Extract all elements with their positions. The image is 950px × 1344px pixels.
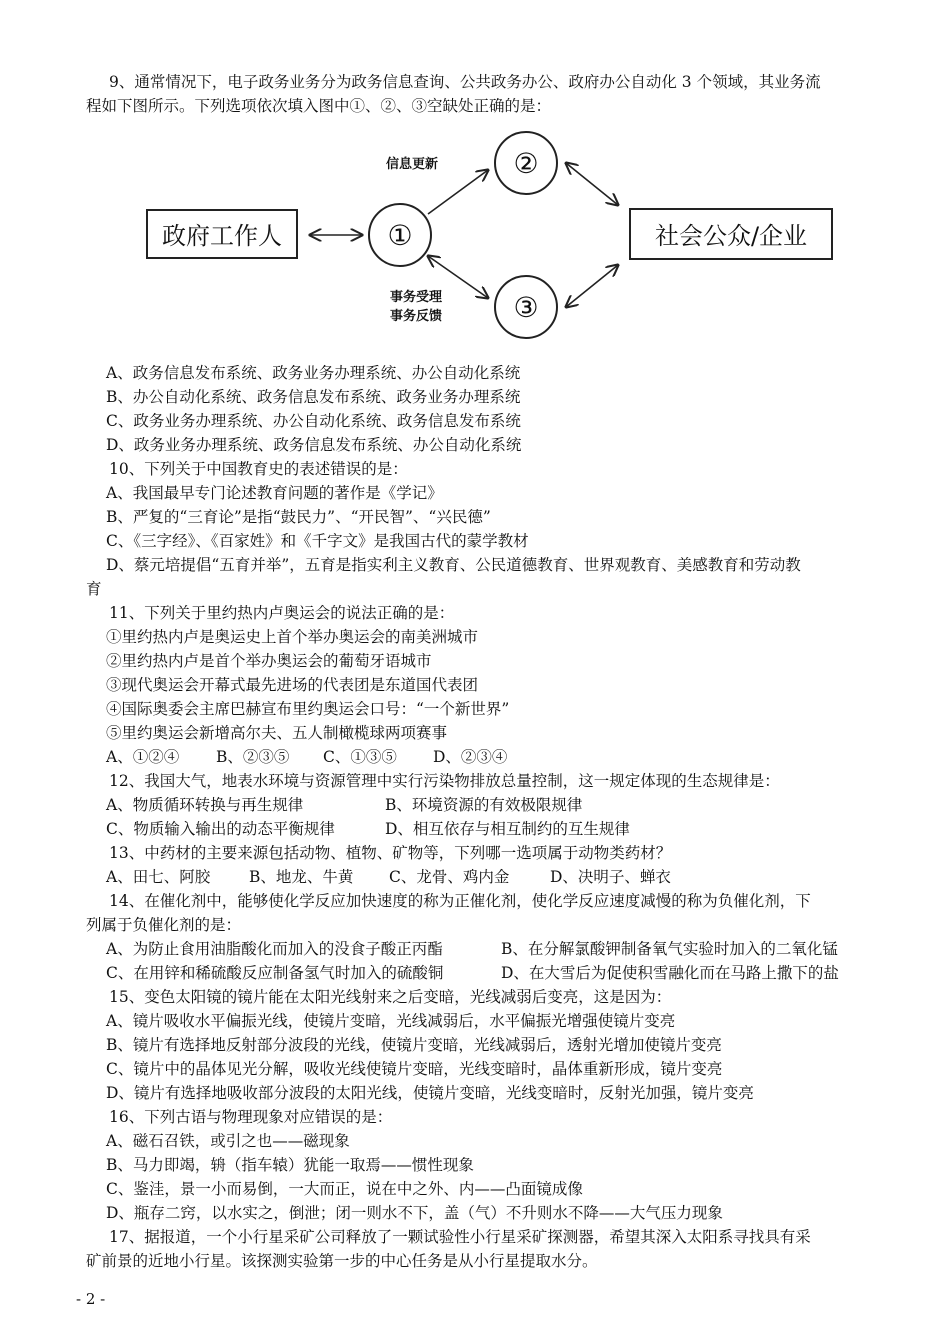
q15-option-c: C、镜片中的晶体见光分解，吸收光线使镜片变暗，光线变暗时，晶体重新形成，镜片变亮: [106, 1060, 723, 1078]
q15-option-b: B、镜片有选择地反射部分波段的光线，使镜片变暗，光线减弱后，透射光增加使镜片变亮: [106, 1036, 722, 1054]
q14-stem-line1: 14、在催化剂中，能够使化学反应加快速度的称为正催化剂，使化学反应速度减慢的称为负催化剂，下: [109, 892, 811, 910]
label-affair-feedback: 事务反馈: [389, 309, 443, 324]
q12-option-b: B、环境资源的有效极限规律: [385, 796, 583, 814]
q12-options-row2: [106, 817, 630, 841]
q10-option-a: A、我国最早专门论述教育问题的著作是《学记》: [106, 484, 443, 502]
q11-option-a: A、①②④: [106, 748, 180, 766]
top-circle-label: ②: [513, 147, 539, 180]
q10-option-b: B、严复的“三育论”是指“鼓民力”、“开民智”、“兴民德”: [106, 508, 491, 526]
public-enterprise-label: 社会公众/企业: [654, 222, 808, 250]
arrow-center-top: [428, 170, 488, 214]
q15-option-d: D、镜片有选择地吸收部分波段的太阳光线，使镜片变暗，光线变暗时，反射光加强，镜片变亮: [106, 1084, 754, 1102]
q14-option-b: B、在分解氯酸钾制备氧气实验时加入的二氧化锰: [501, 940, 838, 958]
q13-option-c: C、龙骨、鸡内金: [389, 868, 510, 886]
q14-option-c: C、在用锌和稀硫酸反应制备氢气时加入的硫酸铜: [106, 964, 444, 982]
q11-item-4: ④国际奥委会主席巴赫宣布里约奥运会口号：“一个新世界”: [106, 700, 510, 718]
q13-option-a: A、田七、阿胶: [106, 868, 211, 886]
q13-option-b: B、地龙、牛黄: [249, 868, 354, 886]
q16-option-c: C、鉴洼，景一小而易倒，一大而正，说在中之外、内——凸面镜成像: [106, 1180, 583, 1198]
q10-option-d: D、蔡元培提倡“五育并举”，五育是指实利主义教育、公民道德教育、世界观教育、美感教育和劳动教: [106, 556, 801, 574]
q15-option-a: A、镜片吸收水平偏振光线，使镜片变暗，光线减弱后，水平偏振光增强使镜片变亮: [106, 1012, 676, 1030]
government-staff-label: 政府工作人: [162, 222, 282, 250]
q9-option-d: D、政务业务办理系统、政务信息发布系统、办公自动化系统: [106, 436, 522, 454]
q13-stem: 13、中药材的主要来源包括动物、植物、矿物等，下列哪一选项属于动物类药材？: [109, 844, 672, 862]
q16-option-b: B、马力即竭，辀（指车辕）犹能一取焉——惯性现象: [106, 1156, 474, 1174]
q10-option-d-cont: 育: [86, 580, 102, 598]
q10-option-c: C、《三字经》、《百家姓》和《千字文》是我国古代的蒙学教材: [106, 532, 529, 550]
q12-stem: 12、我国大气，地表水环境与资源管理中实行污染物排放总量控制，这一规定体现的生态规律是：: [109, 772, 780, 790]
q14-option-a: A、为防止食用油脂酸化而加入的没食子酸正丙酯: [106, 940, 443, 958]
center-circle-label: ①: [387, 219, 413, 252]
q11-item-5: ⑤里约奥运会新增高尔夫、五人制橄榄球两项赛事: [106, 724, 448, 742]
q14-stem-line2: 列属于负催化剂的是：: [86, 916, 242, 934]
q12-option-d: D、相互依存与相互制约的互生规律: [385, 820, 630, 838]
q9-stem-line1: 9、通常情况下，电子政务业务分为政务信息查询、公共政务办公、政府办公自动化 3 个领域，其业务流: [109, 73, 821, 91]
q14-option-d: D、在大雪后为促使积雪融化而在马路上撒下的盐: [501, 964, 839, 982]
page-number: - 2 -: [76, 1290, 106, 1308]
q11-item-1: ①里约热内卢是奥运史上首个举办奥运会的南美洲城市: [106, 628, 479, 646]
q13-option-d: D、决明子、蝉衣: [550, 868, 671, 886]
q9-diagram: [0, 120, 950, 360]
q11-item-2: ②里约热内卢是首个举办奥运会的葡萄牙语城市: [106, 652, 432, 670]
q14-options-row2: [106, 961, 839, 985]
q16-stem: 16、下列古语与物理现象对应错误的是：: [109, 1108, 393, 1126]
q10-stem: 10、下列关于中国教育史的表述错误的是：: [109, 460, 408, 478]
arrow-top-right: [566, 163, 618, 205]
q17-stem-line2: 矿前景的近地小行星。该探测实验第一步的中心任务是从小行星提取水分。: [86, 1252, 598, 1270]
label-affair-accept: 事务受理: [389, 290, 443, 305]
q12-option-a: A、物质循环转换与再生规律: [106, 796, 304, 814]
bottom-circle-label: ③: [513, 291, 539, 324]
q16-option-d: D、瓶存二窍，以水实之，倒泄；闭一则水不下，盖（气）不升则水不降——大气压力现象: [106, 1204, 723, 1222]
q17-stem-line1: 17、据报道，一个小行星采矿公司释放了一颗试验性小行星采矿探测器，希望其深入太阳系寻找具有采: [109, 1228, 811, 1246]
q11-option-b: B、②③⑤: [216, 748, 290, 766]
q15-stem: 15、变色太阳镜的镜片能在太阳光线射来之后变暗，光线减弱后变亮，这是因为：: [109, 988, 672, 1006]
q9-option-c: C、政务业务办理系统、办公自动化系统、政务信息发布系统: [106, 412, 521, 430]
q11-options: [106, 745, 507, 769]
q16-option-a: A、磁石召铁，或引之也——磁现象: [106, 1132, 350, 1150]
q11-option-d: D、②③④: [433, 748, 508, 766]
q11-item-3: ③现代奥运会开幕式最先进场的代表团是东道国代表团: [106, 676, 479, 694]
q12-options-row1: [106, 793, 582, 817]
q9-option-b: B、办公自动化系统、政务信息发布系统、政务业务办理系统: [106, 388, 521, 406]
q14-options-row1: [106, 937, 838, 961]
label-info-update: 信息更新: [385, 157, 439, 172]
q9-option-a: A、政务信息发布系统、政务业务办理系统、办公自动化系统: [106, 364, 521, 382]
q11-stem: 11、下列关于里约热内卢奥运会的说法正确的是：: [109, 604, 455, 622]
q11-option-c: C、①③⑤: [323, 748, 397, 766]
arrow-bottom-right: [566, 265, 618, 307]
q12-option-c: C、物质输入输出的动态平衡规律: [106, 820, 335, 838]
q9-stem-line2: 程如下图所示。下列选项依次填入图中①、②、③空缺处正确的是：: [86, 97, 552, 115]
q13-options: [106, 865, 671, 889]
